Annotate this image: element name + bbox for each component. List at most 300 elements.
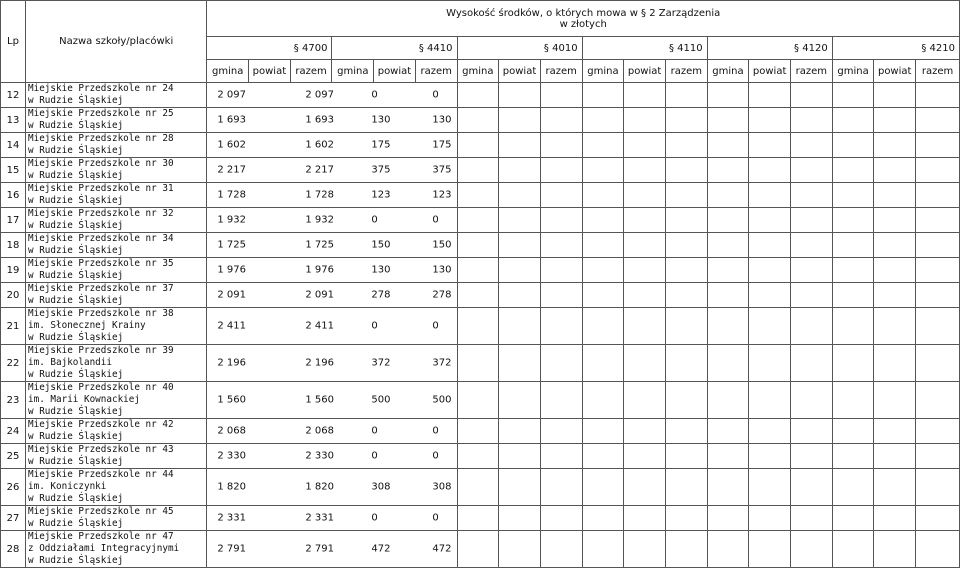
header-school-name: Nazwa szkoły/placówki xyxy=(26,1,207,83)
row-value: 130 xyxy=(432,114,452,126)
school-name-line: w Rudzie Śląskiej xyxy=(28,431,124,442)
empty-cell xyxy=(540,531,582,568)
empty-cell xyxy=(749,83,791,108)
school-name-line: Miejskie Przedszkole nr 31 xyxy=(28,183,174,194)
empty-cell xyxy=(540,345,582,382)
row-value: 0 xyxy=(432,450,439,462)
empty-cell xyxy=(457,345,499,382)
empty-cell xyxy=(457,382,499,419)
empty-cell xyxy=(457,83,499,108)
empty-cell xyxy=(665,531,707,568)
empty-cell xyxy=(624,258,666,283)
row-school-name xyxy=(26,531,207,568)
empty-cell xyxy=(749,108,791,133)
empty-cell xyxy=(832,382,874,419)
empty-cell xyxy=(916,108,960,133)
empty-cell xyxy=(707,345,749,382)
empty-cell xyxy=(457,133,499,158)
table-row xyxy=(1,283,960,308)
row-value: 2 097 xyxy=(305,89,335,101)
empty-cell xyxy=(582,208,624,233)
empty-cell xyxy=(665,158,707,183)
empty-cell xyxy=(749,469,791,506)
row-lp: 14 xyxy=(1,133,26,158)
empty-cell xyxy=(540,158,582,183)
empty-cell xyxy=(832,469,874,506)
empty-cell xyxy=(707,83,749,108)
empty-cell xyxy=(582,531,624,568)
row-value: 2 217 xyxy=(305,164,335,176)
header-subcol-powiat: powiat xyxy=(624,60,666,83)
empty-cell xyxy=(749,283,791,308)
empty-cell xyxy=(499,158,541,183)
row-value: 2 068 xyxy=(217,425,247,437)
row-value: 1 728 xyxy=(305,189,335,201)
empty-cell xyxy=(791,382,833,419)
row-value: 1 820 xyxy=(305,481,335,493)
row-lp: 16 xyxy=(1,183,26,208)
row-value: 130 xyxy=(371,264,391,276)
row-values xyxy=(207,506,457,531)
header-subcol-gmina: gmina xyxy=(832,60,874,83)
empty-cell xyxy=(499,308,541,345)
empty-cell xyxy=(707,208,749,233)
school-name-line: w Rudzie Śląskiej xyxy=(28,95,124,106)
empty-cell xyxy=(499,83,541,108)
table-row xyxy=(1,308,960,345)
row-school-name xyxy=(26,208,207,233)
empty-cell xyxy=(832,158,874,183)
empty-cell xyxy=(832,419,874,444)
empty-cell xyxy=(665,233,707,258)
empty-cell xyxy=(916,158,960,183)
row-value: 1 693 xyxy=(305,114,335,126)
empty-cell xyxy=(665,108,707,133)
empty-cell xyxy=(832,444,874,469)
empty-cell xyxy=(749,158,791,183)
empty-cell xyxy=(540,108,582,133)
empty-cell xyxy=(624,345,666,382)
empty-cell xyxy=(791,108,833,133)
row-value: 2 196 xyxy=(217,357,247,369)
header-subcol-gmina: gmina xyxy=(582,60,624,83)
header-subcol-razem: razem xyxy=(916,60,960,83)
row-value: 130 xyxy=(371,114,391,126)
empty-cell xyxy=(707,382,749,419)
empty-cell xyxy=(874,183,916,208)
header-title-line2: w złotych xyxy=(559,18,607,30)
empty-cell xyxy=(916,444,960,469)
table-row xyxy=(1,133,960,158)
row-value: 2 091 xyxy=(305,289,335,301)
row-value: 2 791 xyxy=(217,543,247,555)
empty-cell xyxy=(624,108,666,133)
empty-cell xyxy=(916,258,960,283)
school-name-line: w Rudzie Śląskiej xyxy=(28,120,124,131)
row-values xyxy=(207,308,457,345)
school-name-line: w Rudzie Śląskiej xyxy=(28,369,124,380)
row-values xyxy=(207,208,457,233)
row-school-name xyxy=(26,283,207,308)
header-subcol-razem: razem xyxy=(791,60,833,83)
empty-cell xyxy=(832,531,874,568)
row-values xyxy=(207,258,457,283)
empty-cell xyxy=(874,83,916,108)
empty-cell xyxy=(582,233,624,258)
empty-cell xyxy=(707,419,749,444)
empty-cell xyxy=(749,233,791,258)
row-school-name xyxy=(26,83,207,108)
row-value: 175 xyxy=(371,139,391,151)
empty-cell xyxy=(874,283,916,308)
header-subcol-razem: razem xyxy=(415,60,457,83)
school-name-line: Miejskie Przedszkole nr 28 xyxy=(28,133,174,144)
empty-cell xyxy=(457,283,499,308)
school-name-line: Miejskie Przedszkole nr 32 xyxy=(28,208,174,219)
empty-cell xyxy=(749,506,791,531)
empty-cell xyxy=(916,83,960,108)
school-name-line: w Rudzie Śląskiej xyxy=(28,456,124,467)
school-name-line: w Rudzie Śląskiej xyxy=(28,295,124,306)
empty-cell xyxy=(540,233,582,258)
empty-cell xyxy=(665,419,707,444)
empty-cell xyxy=(499,506,541,531)
empty-cell xyxy=(582,108,624,133)
empty-cell xyxy=(582,133,624,158)
empty-cell xyxy=(707,308,749,345)
empty-cell xyxy=(832,183,874,208)
empty-cell xyxy=(624,83,666,108)
empty-cell xyxy=(457,444,499,469)
empty-cell xyxy=(457,469,499,506)
row-values xyxy=(207,158,457,183)
empty-cell xyxy=(791,258,833,283)
empty-cell xyxy=(749,444,791,469)
school-name-line: Miejskie Przedszkole nr 44 xyxy=(28,469,174,480)
school-name-line: w Rudzie Śląskiej xyxy=(28,270,124,281)
school-name-line: Miejskie Przedszkole nr 37 xyxy=(28,283,174,294)
empty-cell xyxy=(791,345,833,382)
row-school-name xyxy=(26,108,207,133)
empty-cell xyxy=(916,419,960,444)
empty-cell xyxy=(582,83,624,108)
empty-cell xyxy=(665,345,707,382)
row-value: 0 xyxy=(371,450,378,462)
school-name-line: w Rudzie Śląskiej xyxy=(28,332,124,343)
school-name-line: w Rudzie Śląskiej xyxy=(28,406,124,417)
row-value: 130 xyxy=(432,264,452,276)
empty-cell xyxy=(874,258,916,283)
header-subcol-gmina: gmina xyxy=(207,60,249,83)
empty-cell xyxy=(916,283,960,308)
row-values xyxy=(207,233,457,258)
table-row xyxy=(1,382,960,419)
empty-cell xyxy=(582,469,624,506)
row-value: 123 xyxy=(371,189,391,201)
table-row xyxy=(1,444,960,469)
empty-cell xyxy=(499,208,541,233)
table-row xyxy=(1,345,960,382)
header-subcol-gmina: gmina xyxy=(332,60,374,83)
empty-cell xyxy=(665,469,707,506)
row-lp: 23 xyxy=(1,382,26,419)
row-values xyxy=(207,531,457,568)
empty-cell xyxy=(707,108,749,133)
row-value: 0 xyxy=(432,425,439,437)
empty-cell xyxy=(540,444,582,469)
empty-cell xyxy=(874,208,916,233)
empty-cell xyxy=(791,83,833,108)
row-value: 2 330 xyxy=(217,450,247,462)
row-value: 500 xyxy=(371,394,391,406)
empty-cell xyxy=(791,506,833,531)
school-name-line: Miejskie Przedszkole nr 25 xyxy=(28,108,174,119)
empty-cell xyxy=(791,531,833,568)
school-name-line: Miejskie Przedszkole nr 39 xyxy=(28,345,174,356)
empty-cell xyxy=(624,506,666,531)
row-value: 278 xyxy=(371,289,391,301)
empty-cell xyxy=(624,283,666,308)
row-value: 2 097 xyxy=(217,89,247,101)
empty-cell xyxy=(707,133,749,158)
row-values xyxy=(207,444,457,469)
row-value: 375 xyxy=(432,164,452,176)
school-name-line: w Rudzie Śląskiej xyxy=(28,145,124,156)
empty-cell xyxy=(916,382,960,419)
empty-cell xyxy=(832,308,874,345)
header-account-3: § 4110 xyxy=(582,37,707,60)
empty-cell xyxy=(791,183,833,208)
row-value: 2 330 xyxy=(305,450,335,462)
table-row xyxy=(1,419,960,444)
row-value: 1 725 xyxy=(305,239,335,251)
row-value: 1 728 xyxy=(217,189,247,201)
empty-cell xyxy=(791,208,833,233)
empty-cell xyxy=(540,469,582,506)
row-school-name xyxy=(26,258,207,283)
table-row xyxy=(1,83,960,108)
empty-cell xyxy=(457,258,499,283)
empty-cell xyxy=(832,108,874,133)
empty-cell xyxy=(707,258,749,283)
empty-cell xyxy=(457,506,499,531)
row-value: 372 xyxy=(432,357,452,369)
school-name-line: Miejskie Przedszkole nr 47 xyxy=(28,531,174,542)
empty-cell xyxy=(624,382,666,419)
row-value: 2 196 xyxy=(305,357,335,369)
row-value: 0 xyxy=(432,512,439,524)
row-value: 0 xyxy=(371,425,378,437)
header-subcol-powiat: powiat xyxy=(374,60,416,83)
row-lp: 24 xyxy=(1,419,26,444)
school-name-line: Miejskie Przedszkole nr 35 xyxy=(28,258,174,269)
row-value: 1 725 xyxy=(217,239,247,251)
row-value: 0 xyxy=(371,320,378,332)
empty-cell xyxy=(540,382,582,419)
empty-cell xyxy=(791,469,833,506)
empty-cell xyxy=(582,506,624,531)
table-row xyxy=(1,108,960,133)
table-row xyxy=(1,506,960,531)
empty-cell xyxy=(582,382,624,419)
empty-cell xyxy=(749,258,791,283)
empty-cell xyxy=(540,258,582,283)
row-values xyxy=(207,108,457,133)
row-value: 278 xyxy=(432,289,452,301)
empty-cell xyxy=(499,531,541,568)
empty-cell xyxy=(499,108,541,133)
school-name-line: Miejskie Przedszkole nr 30 xyxy=(28,158,174,169)
header-lp: Lp xyxy=(1,1,26,83)
row-value: 2 331 xyxy=(217,512,247,524)
row-school-name xyxy=(26,469,207,506)
empty-cell xyxy=(540,283,582,308)
empty-cell xyxy=(874,444,916,469)
row-values xyxy=(207,469,457,506)
empty-cell xyxy=(916,183,960,208)
row-value: 2 091 xyxy=(217,289,247,301)
row-value: 0 xyxy=(432,214,439,226)
header-account-0: § 4700 xyxy=(207,37,332,60)
empty-cell xyxy=(499,419,541,444)
empty-cell xyxy=(916,506,960,531)
empty-cell xyxy=(707,233,749,258)
row-value: 372 xyxy=(371,357,391,369)
row-lp: 20 xyxy=(1,283,26,308)
table-row xyxy=(1,469,960,506)
empty-cell xyxy=(791,444,833,469)
empty-cell xyxy=(916,233,960,258)
empty-cell xyxy=(832,345,874,382)
empty-cell xyxy=(874,308,916,345)
empty-cell xyxy=(874,133,916,158)
row-values xyxy=(207,183,457,208)
empty-cell xyxy=(832,258,874,283)
empty-cell xyxy=(499,233,541,258)
empty-cell xyxy=(665,133,707,158)
row-value: 0 xyxy=(432,89,439,101)
empty-cell xyxy=(665,183,707,208)
empty-cell xyxy=(665,506,707,531)
empty-cell xyxy=(499,345,541,382)
empty-cell xyxy=(540,308,582,345)
empty-cell xyxy=(665,444,707,469)
empty-cell xyxy=(499,133,541,158)
row-value: 123 xyxy=(432,189,452,201)
school-name-line: Miejskie Przedszkole nr 45 xyxy=(28,506,174,517)
header-title-line1: Wysokość środków, o których mowa w § 2 Zarządzenia xyxy=(446,7,721,19)
empty-cell xyxy=(540,183,582,208)
row-lp: 21 xyxy=(1,308,26,345)
row-lp: 26 xyxy=(1,469,26,506)
school-name-line: Miejskie Przedszkole nr 40 xyxy=(28,382,174,393)
row-lp: 13 xyxy=(1,108,26,133)
empty-cell xyxy=(749,419,791,444)
row-school-name xyxy=(26,133,207,158)
row-value: 2 411 xyxy=(217,320,247,332)
school-name-line: Miejskie Przedszkole nr 38 xyxy=(28,308,174,319)
empty-cell xyxy=(624,208,666,233)
empty-cell xyxy=(624,133,666,158)
empty-cell xyxy=(457,158,499,183)
row-value: 175 xyxy=(432,139,452,151)
table-row xyxy=(1,258,960,283)
row-school-name xyxy=(26,233,207,258)
header-account-5: § 4210 xyxy=(832,37,959,60)
empty-cell xyxy=(874,531,916,568)
table-row xyxy=(1,233,960,258)
header-subcol-razem: razem xyxy=(290,60,332,83)
school-name-line: im. Słonecznej Krainy xyxy=(28,320,146,331)
empty-cell xyxy=(874,382,916,419)
row-value: 1 976 xyxy=(217,264,247,276)
row-school-name xyxy=(26,444,207,469)
school-name-line: im. Bajkolandii xyxy=(28,357,112,368)
school-name-line: w Rudzie Śląskiej xyxy=(28,245,124,256)
empty-cell xyxy=(832,233,874,258)
row-value: 0 xyxy=(432,320,439,332)
empty-cell xyxy=(457,308,499,345)
empty-cell xyxy=(457,233,499,258)
row-school-name xyxy=(26,308,207,345)
empty-cell xyxy=(916,308,960,345)
empty-cell xyxy=(540,133,582,158)
empty-cell xyxy=(499,382,541,419)
row-value: 1 560 xyxy=(305,394,335,406)
row-lp: 25 xyxy=(1,444,26,469)
row-values xyxy=(207,133,457,158)
row-lp: 18 xyxy=(1,233,26,258)
empty-cell xyxy=(832,133,874,158)
school-name-line: Miejskie Przedszkole nr 34 xyxy=(28,233,174,244)
row-value: 500 xyxy=(432,394,452,406)
empty-cell xyxy=(874,233,916,258)
row-lp: 12 xyxy=(1,83,26,108)
school-name-line: w Rudzie Śląskiej xyxy=(28,195,124,206)
header-subcol-powiat: powiat xyxy=(249,60,291,83)
table-row xyxy=(1,183,960,208)
row-value: 1 932 xyxy=(305,214,335,226)
empty-cell xyxy=(874,419,916,444)
row-school-name xyxy=(26,506,207,531)
empty-cell xyxy=(916,133,960,158)
empty-cell xyxy=(624,308,666,345)
school-name-line: w Rudzie Śląskiej xyxy=(28,493,124,504)
empty-cell xyxy=(540,208,582,233)
empty-cell xyxy=(540,506,582,531)
row-value: 0 xyxy=(371,89,378,101)
table-row xyxy=(1,531,960,568)
empty-cell xyxy=(874,506,916,531)
empty-cell xyxy=(749,208,791,233)
header-account-1: § 4410 xyxy=(332,37,457,60)
header-title xyxy=(207,1,960,37)
row-value: 2 411 xyxy=(305,320,335,332)
empty-cell xyxy=(749,345,791,382)
empty-cell xyxy=(916,208,960,233)
empty-cell xyxy=(499,469,541,506)
empty-cell xyxy=(582,444,624,469)
row-value: 1 820 xyxy=(217,481,247,493)
row-value: 472 xyxy=(432,543,452,555)
empty-cell xyxy=(916,531,960,568)
header-subcol-gmina: gmina xyxy=(707,60,749,83)
table-row xyxy=(1,158,960,183)
row-values xyxy=(207,419,457,444)
empty-cell xyxy=(624,233,666,258)
row-value: 2 791 xyxy=(305,543,335,555)
empty-cell xyxy=(624,183,666,208)
